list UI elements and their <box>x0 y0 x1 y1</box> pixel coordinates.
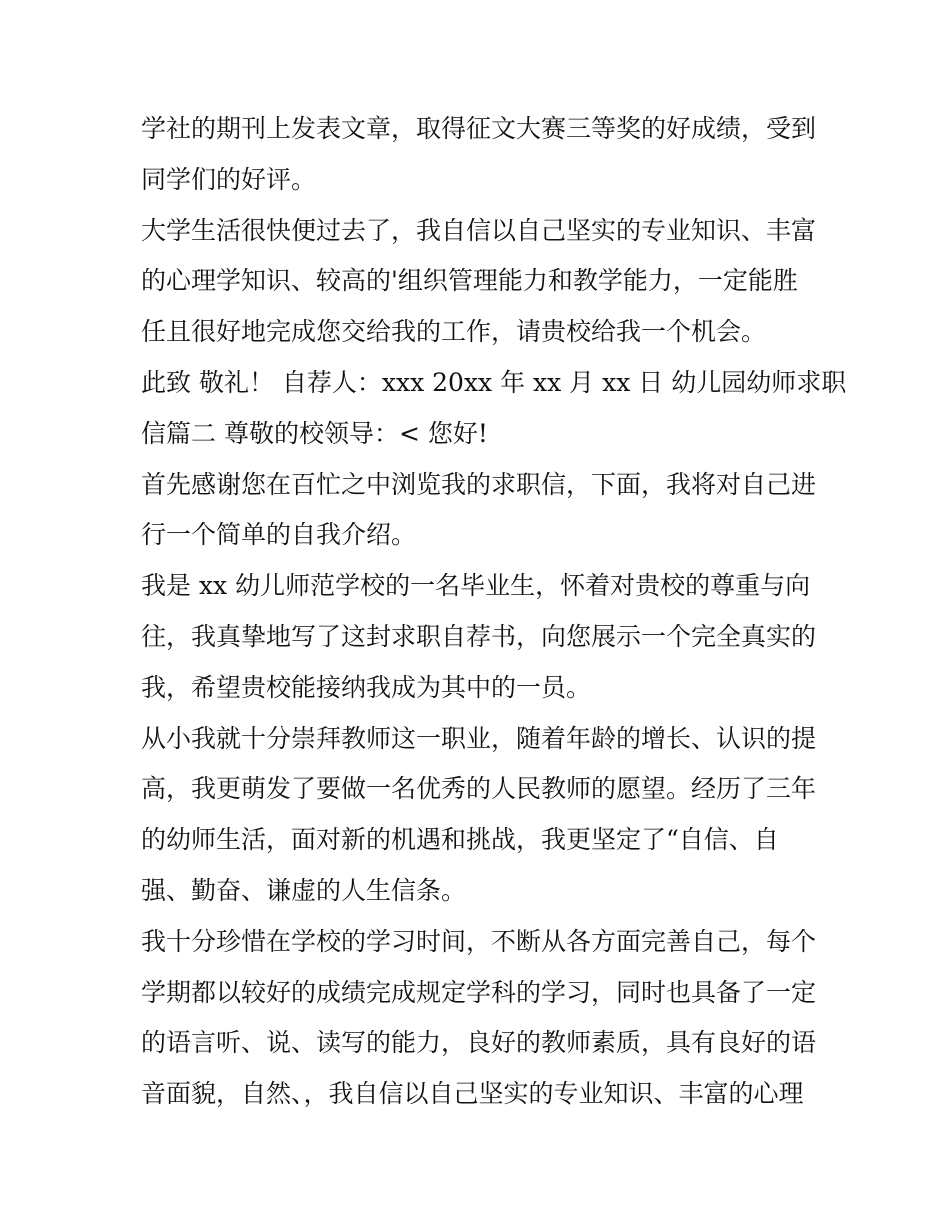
text-line: 学社的期刊上发表文章，取得征文大赛三等奖的好成绩，受到 <box>141 114 817 143</box>
text-line: 同学们的好评。 <box>141 164 317 194</box>
text-line: 我，希望贵校能接纳我成为其中的一员。 <box>141 672 592 702</box>
text-line: 我是 xx 幼儿师范学校的一名毕业生，怀着对贵校的尊重与向 <box>141 571 811 601</box>
text-line: 大学生活很快便过去了，我自信以自己坚实的专业知识、丰富 <box>141 215 817 245</box>
text-line: 学期都以较好的成绩完成规定学科的学习，同时也具备了一定 <box>141 977 817 1007</box>
text-line: 首先感谢您在百忙之中浏览我的求职信，下面，我将对自己进 <box>141 469 817 499</box>
text-line: 的语言听、说、读写的能力，良好的教师素质，具有良好的语 <box>141 1028 817 1058</box>
text-line: 信篇二 尊敬的校领导：< 您好! <box>141 418 488 448</box>
text-line: 的心理学知识、较高的'组织管理能力和教学能力，一定能胜 <box>141 266 798 296</box>
text-line: 强、勤奋、谦虚的人生信条。 <box>141 875 467 905</box>
text-line: 高，我更萌发了要做一名优秀的人民教师的愿望。经历了三年 <box>141 774 817 804</box>
text-line: 的幼师生活，面对新的机遇和挑战，我更坚定了“自信、自 <box>141 825 779 855</box>
text-line: 从小我就十分崇拜教师这一职业，随着年龄的增长、认识的提 <box>141 723 817 753</box>
text-line: 往，我真挚地写了这封求职自荐书，向您展示一个完全真实的 <box>141 621 817 651</box>
text-line: 此致 敬礼！ 自荐人：xxx 20xx 年 xx 月 xx 日 幼儿园幼师求职 <box>141 367 847 397</box>
document-body <box>141 104 847 1120</box>
text-line: 任且很好地完成您交给我的工作，请贵校给我一个机会。 <box>141 317 767 347</box>
text-line: 行一个简单的自我介绍。 <box>141 520 417 550</box>
text-line: 我十分珍惜在学校的学习时间，不断从各方面完善自己，每个 <box>141 926 817 956</box>
text-line: 音面貌，自然、，我自信以自己坚实的专业知识、丰富的心理 <box>141 1079 804 1109</box>
